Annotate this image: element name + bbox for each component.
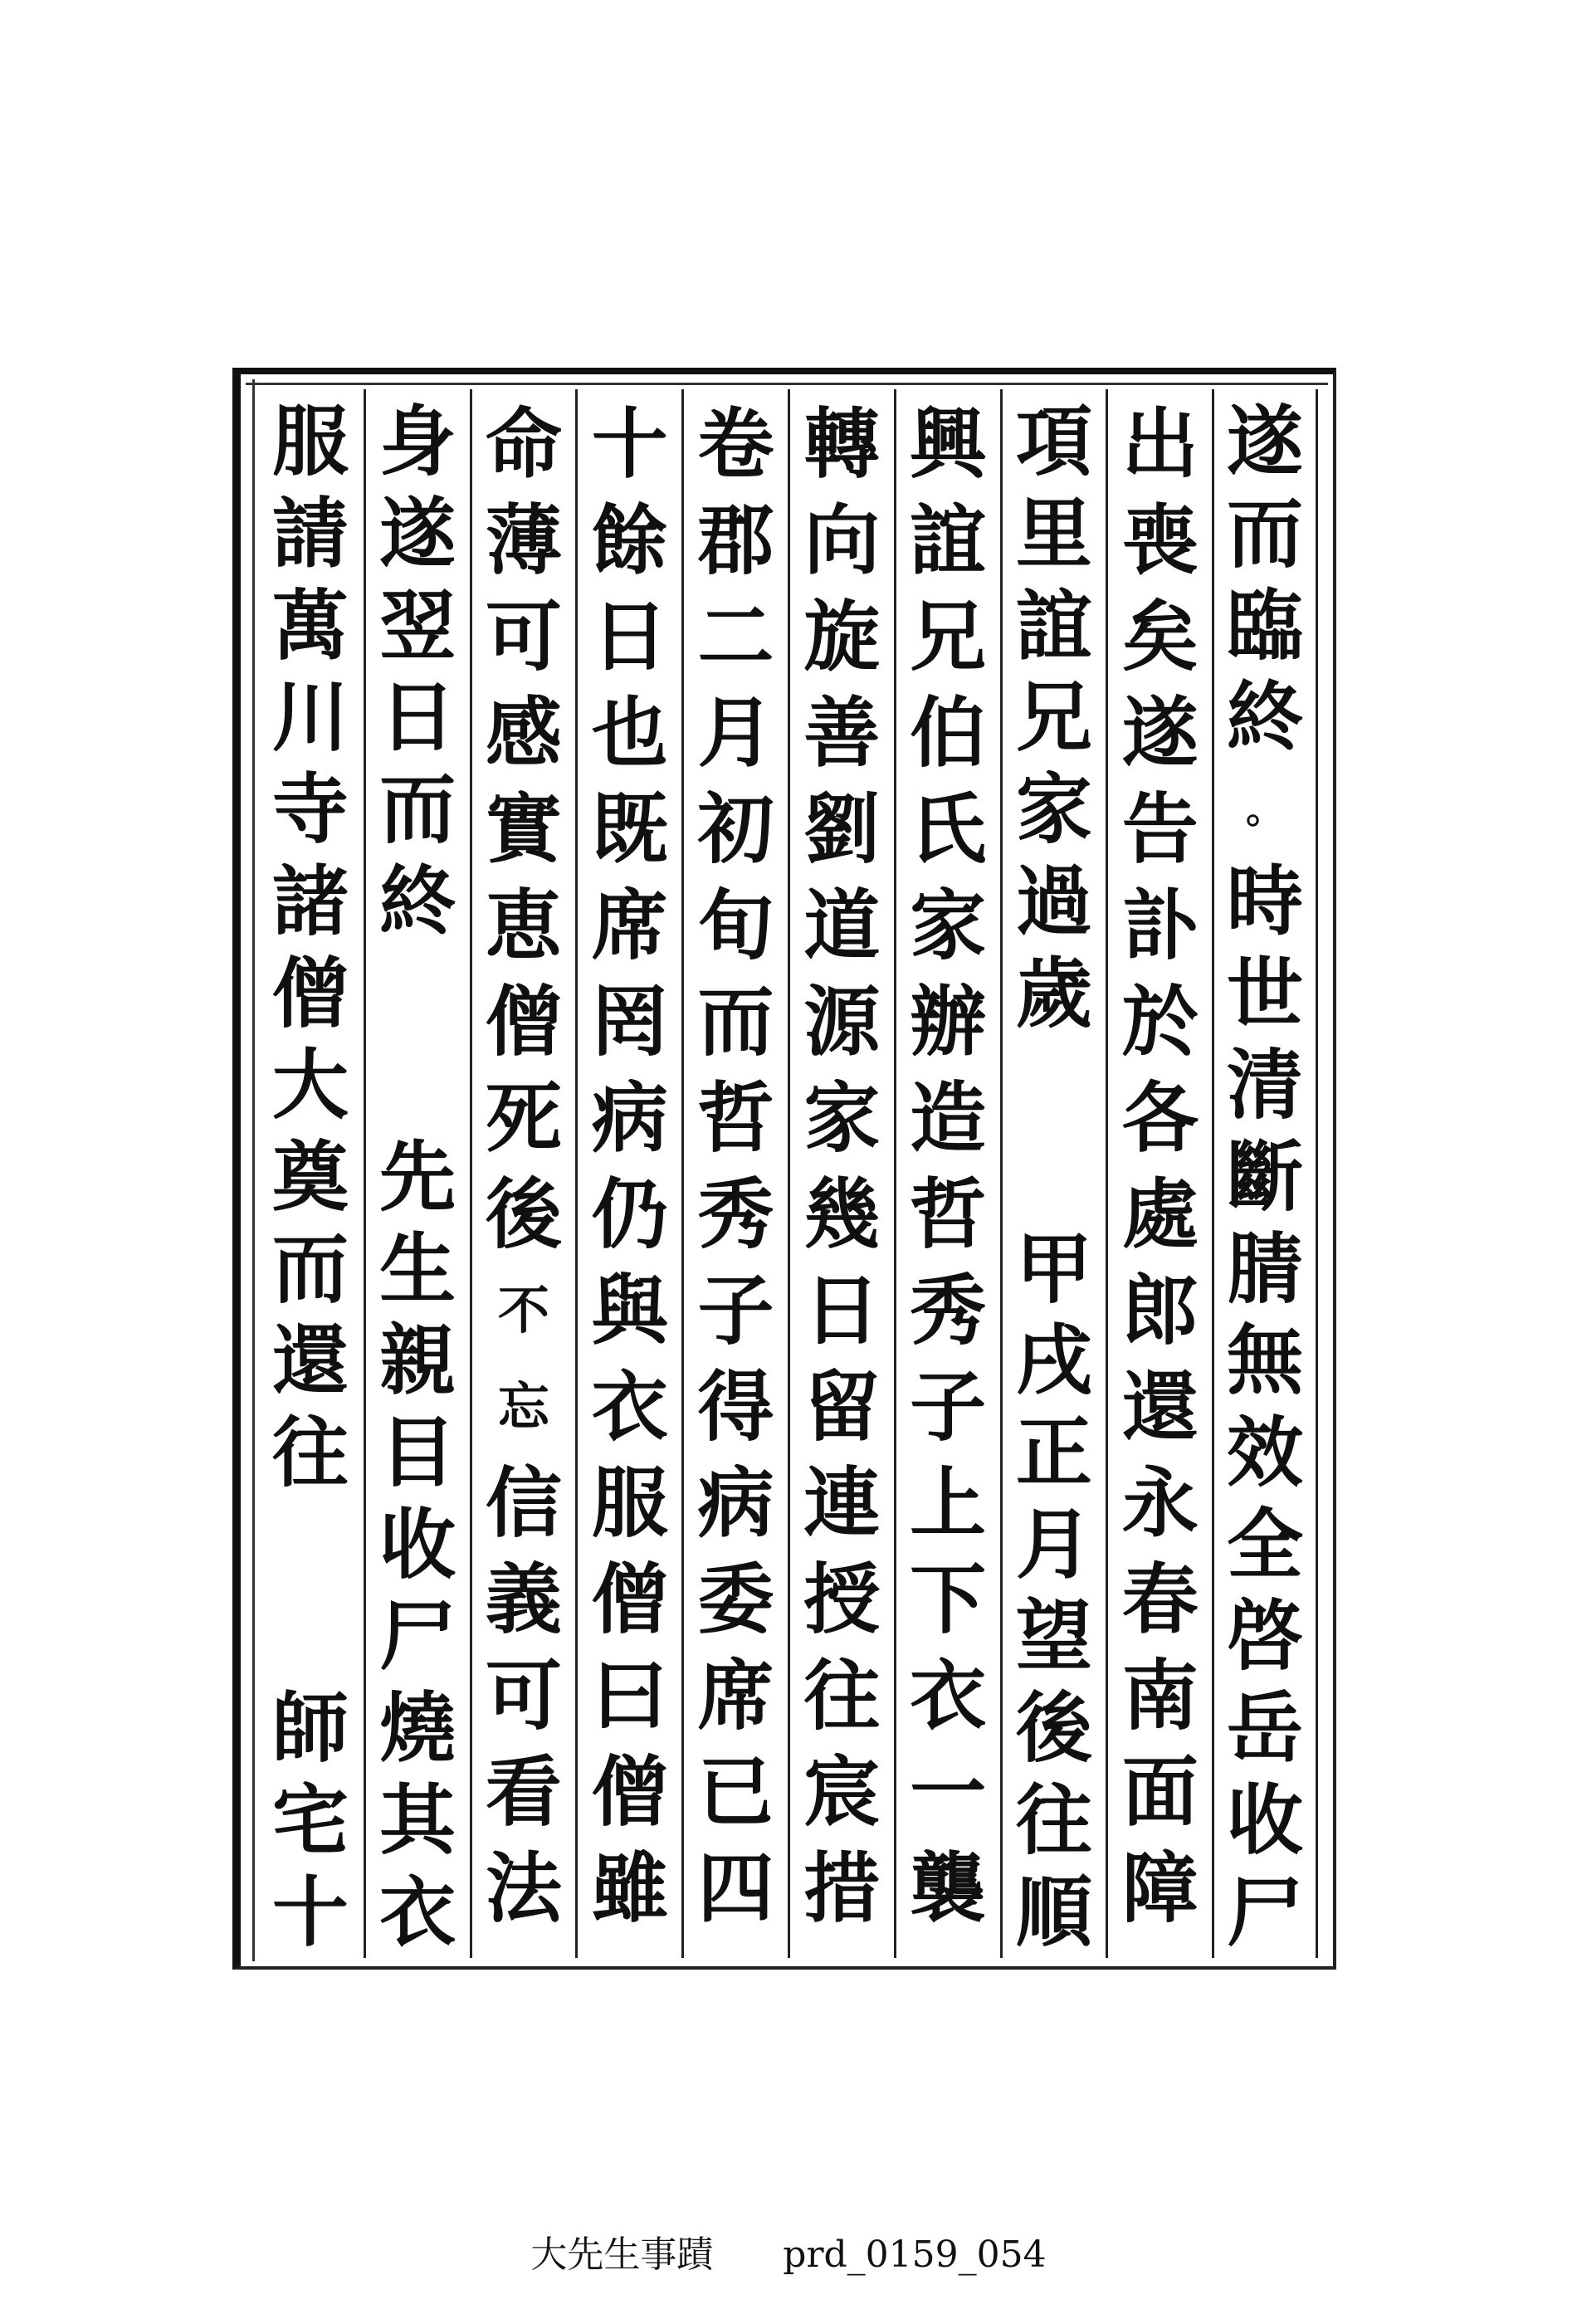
character: 永: [1121, 1458, 1199, 1548]
character: 各: [1121, 1073, 1199, 1163]
character: 仍: [591, 1169, 668, 1259]
character: 家: [910, 881, 987, 970]
character: 月: [697, 688, 774, 778]
character: 秀: [910, 1266, 987, 1355]
character: 十: [591, 399, 668, 489]
character: 遂: [379, 489, 456, 579]
character: 川: [271, 672, 349, 763]
caption-title: 大先生事蹟: [530, 2234, 714, 2276]
character: 幾: [803, 1169, 881, 1259]
character: 誼: [910, 496, 987, 585]
character: 告: [1121, 784, 1199, 874]
text-frame: [232, 368, 1336, 1970]
character: 請: [271, 489, 349, 579]
character: 衣: [910, 1651, 987, 1741]
character: 親: [379, 1316, 456, 1406]
character: 向: [803, 496, 881, 585]
character: 家: [1015, 764, 1092, 855]
character: 既: [591, 784, 668, 874]
text-column: [470, 389, 576, 1958]
character: 襲: [910, 1843, 987, 1933]
character: 收: [1227, 1775, 1304, 1865]
character: 往: [271, 1408, 349, 1498]
text-column: [681, 389, 788, 1958]
character: 哲: [910, 1169, 987, 1259]
character: 寺: [271, 764, 349, 855]
text-column: [257, 389, 364, 1958]
character: 上: [910, 1458, 987, 1548]
character: 南: [1121, 1651, 1199, 1741]
character: 造: [910, 1073, 987, 1163]
character: 萬: [271, 580, 349, 671]
character: 善: [803, 688, 881, 778]
character: 服: [591, 1458, 668, 1548]
character: 往: [803, 1651, 881, 1741]
text-column: [1212, 389, 1318, 1958]
character: 也: [591, 688, 668, 778]
character: 十: [271, 1867, 349, 1957]
character: 衣: [379, 1867, 456, 1957]
vertical-text-block: [257, 389, 1318, 1958]
character: 看: [485, 1747, 562, 1837]
character: 處: [1121, 1169, 1199, 1259]
character: 郡: [697, 496, 774, 585]
character: 障: [1121, 1843, 1199, 1933]
character: 曰: [591, 1651, 668, 1741]
character: 宅: [271, 1775, 349, 1865]
character: 興: [910, 399, 987, 489]
character: 留: [803, 1362, 881, 1452]
page-caption: [0, 2224, 1577, 2278]
caption-id: prd_0159_054: [783, 2234, 1047, 2276]
character: 轉: [803, 399, 881, 489]
character: 還: [271, 1316, 349, 1406]
character: 遂: [1227, 397, 1304, 487]
character: 道: [803, 881, 881, 970]
text-column: [1000, 389, 1106, 1958]
character: 月: [1015, 1499, 1092, 1589]
character: 法: [485, 1843, 562, 1933]
character: 喪: [1121, 496, 1199, 585]
character: 感: [485, 688, 562, 778]
character: 可: [485, 1651, 562, 1741]
character: 尸: [1227, 1867, 1304, 1957]
character: 清: [1227, 1040, 1304, 1130]
character: 生: [379, 1223, 456, 1314]
character: 臨: [1227, 580, 1304, 671]
character: 伯: [910, 688, 987, 778]
character: 日: [803, 1266, 881, 1355]
character: 而: [1227, 489, 1304, 579]
character: 一: [910, 1747, 987, 1837]
character: 日: [379, 672, 456, 763]
character: 雖: [591, 1843, 668, 1933]
character: 得: [697, 1362, 774, 1452]
character: 秀: [697, 1169, 774, 1259]
character: 終: [1227, 672, 1304, 763]
character: 訃: [1121, 881, 1199, 970]
character: 死: [485, 1073, 562, 1163]
character: 世: [1227, 948, 1304, 1038]
character: 服: [271, 397, 349, 487]
character: 戌: [1015, 1316, 1092, 1406]
character: 諸: [271, 856, 349, 946]
character: 收: [379, 1499, 456, 1589]
character: 卷: [697, 399, 774, 489]
character: 罔: [591, 977, 668, 1067]
character: 。: [1246, 787, 1285, 832]
character: 僧: [271, 948, 349, 1038]
character: 奠: [271, 1131, 349, 1222]
character: 歲: [1015, 948, 1092, 1038]
character: 遂: [1121, 688, 1199, 778]
character: 出: [1121, 399, 1199, 489]
character: 四: [697, 1843, 774, 1933]
character: 席: [697, 1651, 774, 1741]
character: 信: [485, 1458, 562, 1548]
character: 而: [271, 1223, 349, 1314]
character: 面: [1121, 1747, 1199, 1837]
character: 與: [591, 1266, 668, 1355]
character: 劉: [803, 784, 881, 874]
character: 後: [485, 1169, 562, 1259]
character: 望: [1015, 1591, 1092, 1682]
character: 席: [591, 881, 668, 970]
character: 宸: [803, 1747, 881, 1837]
character: 後: [1015, 1683, 1092, 1774]
character: 衣: [591, 1362, 668, 1452]
character: 二: [697, 592, 774, 681]
character: 可: [485, 592, 562, 681]
text-column: [894, 389, 1000, 1958]
character: 效: [1227, 1408, 1304, 1498]
character: 斷: [1227, 1131, 1304, 1222]
character: 連: [803, 1458, 881, 1548]
character: 往: [1015, 1775, 1092, 1865]
character: 岳: [1227, 1683, 1304, 1774]
character: 兄: [1015, 672, 1092, 763]
character: 下: [910, 1555, 987, 1644]
character: 啓: [1227, 1591, 1304, 1682]
character: 家: [803, 1073, 881, 1163]
character: 義: [485, 1555, 562, 1644]
character: 無: [1227, 1316, 1304, 1406]
character: 措: [803, 1843, 881, 1933]
character: 源: [803, 977, 881, 1067]
text-column: [575, 389, 681, 1958]
character: 郎: [1121, 1266, 1199, 1355]
character: 辦: [910, 977, 987, 1067]
text-column: [364, 389, 470, 1958]
character: 矣: [1121, 592, 1199, 681]
character: 項: [1015, 397, 1092, 487]
text-column: [788, 389, 894, 1958]
text-column: [1106, 389, 1212, 1958]
character: 忘: [497, 1376, 549, 1437]
character: 過: [1015, 856, 1092, 946]
character: 身: [379, 397, 456, 487]
character: 病: [591, 1073, 668, 1163]
character: 日: [591, 592, 668, 681]
character: 旬: [697, 881, 774, 970]
character: 師: [271, 1683, 349, 1774]
character: 里: [1015, 489, 1092, 579]
character: 全: [1227, 1499, 1304, 1589]
character: 而: [379, 764, 456, 855]
character: 翌: [379, 580, 456, 671]
character: 順: [1015, 1867, 1092, 1957]
character: 目: [379, 1408, 456, 1498]
character: 燒: [379, 1683, 456, 1774]
character: 氏: [910, 784, 987, 874]
character: 腈: [1227, 1223, 1304, 1314]
character: 委: [697, 1555, 774, 1644]
character: 還: [1121, 1362, 1199, 1452]
character: 正: [1015, 1408, 1092, 1498]
character: 兄: [910, 592, 987, 681]
character: 哲: [697, 1073, 774, 1163]
character: 子: [910, 1362, 987, 1452]
character: 旋: [803, 592, 881, 681]
character: 僧: [591, 1747, 668, 1837]
character: 子: [697, 1266, 774, 1355]
character: 薄: [485, 496, 562, 585]
character: 時: [1227, 856, 1304, 946]
character: 誼: [1015, 580, 1092, 671]
character: 其: [379, 1775, 456, 1865]
character: 甲: [1015, 1223, 1092, 1314]
character: 初: [697, 784, 774, 874]
character: 不: [497, 1280, 549, 1340]
character: 春: [1121, 1555, 1199, 1644]
character: 餘: [591, 496, 668, 585]
character: 病: [697, 1458, 774, 1548]
character: 大: [271, 1040, 349, 1130]
character: 先: [379, 1131, 456, 1222]
character: 尸: [379, 1591, 456, 1682]
character: 已: [697, 1747, 774, 1837]
character: 僧: [591, 1555, 668, 1644]
character: 實: [485, 784, 562, 874]
character: 授: [803, 1555, 881, 1644]
character: 終: [379, 856, 456, 946]
character: 恵: [485, 881, 562, 970]
character: 於: [1121, 977, 1199, 1067]
character: 僧: [485, 977, 562, 1067]
character: 而: [697, 977, 774, 1067]
character: 命: [485, 399, 562, 489]
